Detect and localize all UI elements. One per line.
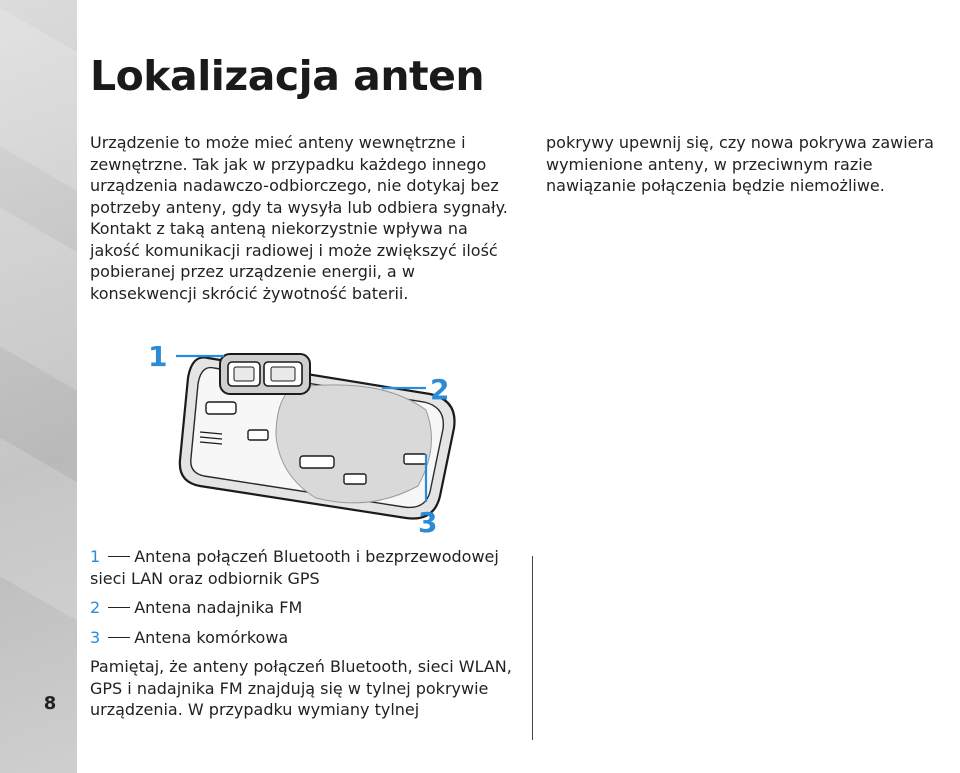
phone-antenna-illustration <box>140 336 480 536</box>
page-title: Lokalizacja anten <box>90 52 485 100</box>
callout-label-1: 1 <box>148 340 168 373</box>
continuation-line: pokrywy upewnij się, czy nowa pokrywa zawiera <box>546 133 934 152</box>
callout-label-2: 2 <box>430 373 450 406</box>
legend-number: 2 <box>90 598 101 617</box>
legend-item <box>90 627 530 649</box>
continuation-line: nawiązanie połączenia będzie niemożliwe. <box>546 176 885 195</box>
antenna-note: Pamiętaj, że anteny połączeń Bluetooth, sieci WLAN, GPS i nadajnika FM znajdują się w tylnej pokrywie urządzenia. W przypadku wymiany tylnej <box>90 657 512 719</box>
legend-item <box>90 546 530 589</box>
left-column <box>90 132 522 304</box>
decorative-facet <box>0 208 77 392</box>
legend-dash <box>108 607 130 608</box>
callout-label-3: 3 <box>418 506 438 536</box>
legend-number: 1 <box>90 547 101 566</box>
decorative-side-band <box>0 0 77 773</box>
legend-text: Antena połączeń Bluetooth i bezprzewodowej sieci LAN oraz odbiornik GPS <box>90 547 499 588</box>
page-number: 8 <box>43 693 57 714</box>
legend-dash <box>108 637 130 638</box>
decorative-facet <box>0 438 77 622</box>
legend-dash <box>108 556 130 557</box>
legend-item <box>90 597 530 619</box>
intro-paragraph: Urządzenie to może mieć anteny wewnętrzne i zewnętrzne. Tak jak w przypadku każdego innego urządzenia nadawczo-odbiorczego, nie dotykaj bez potrzeby anteny, gdy ta wysyła lub odbiera sygnały. Kontakt z taką anteną niekorzystnie wpływa na jakość komunikacji radiowej i może zwiększyć ilość pobieranej przez urządzenie energii, a w konsekwencji skrócić żywotność baterii. <box>90 133 508 303</box>
right-column <box>546 132 960 197</box>
phone-back-view <box>180 354 455 519</box>
legend-text: Antena nadajnika FM <box>134 598 303 617</box>
continuation-line: wymienione anteny, w przeciwnym razie <box>546 154 873 174</box>
legend-text: Antena komórkowa <box>134 627 289 647</box>
column-divider <box>532 556 533 740</box>
decorative-facet <box>0 8 77 192</box>
antenna-legend <box>90 546 530 721</box>
legend-number: 3 <box>90 627 101 647</box>
